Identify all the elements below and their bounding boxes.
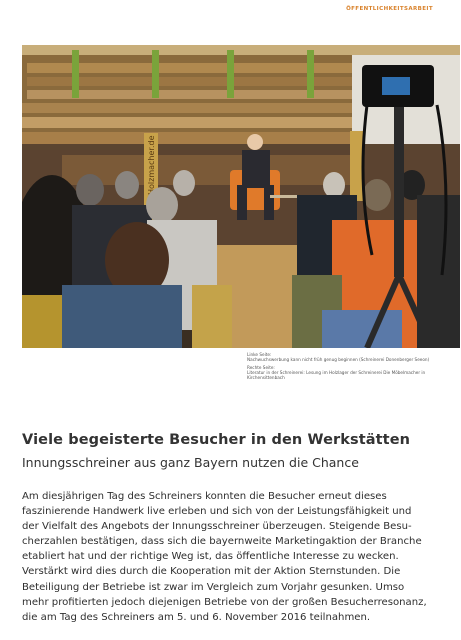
side-table: [270, 195, 298, 198]
body-line: mehr profitierten jedoch diejenigen Betriebe von der großen Besucherresonanz,: [22, 596, 427, 608]
body-line: cherzahlen bestätigen, dass sich die bayernweite Marketingaktion der Branche: [22, 536, 422, 548]
article-headline: Viele begeisterte Besucher in den Werkstätten: [22, 432, 411, 448]
body-line: Beteiligung der Betriebe ist zwar im Vergleich zum Vorjahr gesunken. Umso: [22, 581, 405, 593]
reading-photo-illustration: [22, 45, 460, 348]
caption-right: Rechte Seite: Literatur in der Schreinerei: Lesung im Holzlager der Schreinerei Die Möbelmacher in Kirchensittenbach: [247, 364, 426, 381]
body-line: die am Tag des Schreiners am 5. und 6. November 2016 teilnahmen.: [22, 611, 371, 623]
body-line: der Vielfalt des Angebots der Innungsschreiner überzeugen. Steigende Besu-: [22, 521, 412, 533]
body-line: etabliert hat und der richtige Weg ist, das öffentliche Interesse zu wecken.: [22, 551, 399, 563]
event-photo: [22, 45, 460, 348]
article-body: [22, 489, 454, 625]
speaker-head: [247, 134, 263, 150]
tripod: [394, 107, 404, 277]
banner-text: Holzmacher.de: [147, 135, 156, 195]
body-line: faszinierende Handwerk live erleben und sich von der Leistungsfähigkeit und: [22, 506, 412, 518]
section-label: ÖFFENTLICHKEITSARBEIT: [346, 6, 433, 12]
caption-left: Linke Seite: Nachwuchswerbung kann nicht früh genug beginnen (Schreinerei Donenberger Seeon): [247, 352, 430, 363]
body-line: Am diesjährigen Tag des Schreiners konnten die Besucher erneut dieses: [22, 491, 387, 502]
speaker-body: [242, 150, 270, 188]
photo-captions: [247, 352, 457, 382]
body-line: Verstärkt wird dies durch die Kooperation mit der Aktion Sternstunden. Die: [22, 566, 401, 578]
article-subheadline: Innungsschreiner aus ganz Bayern nutzen die Chance: [22, 455, 359, 470]
